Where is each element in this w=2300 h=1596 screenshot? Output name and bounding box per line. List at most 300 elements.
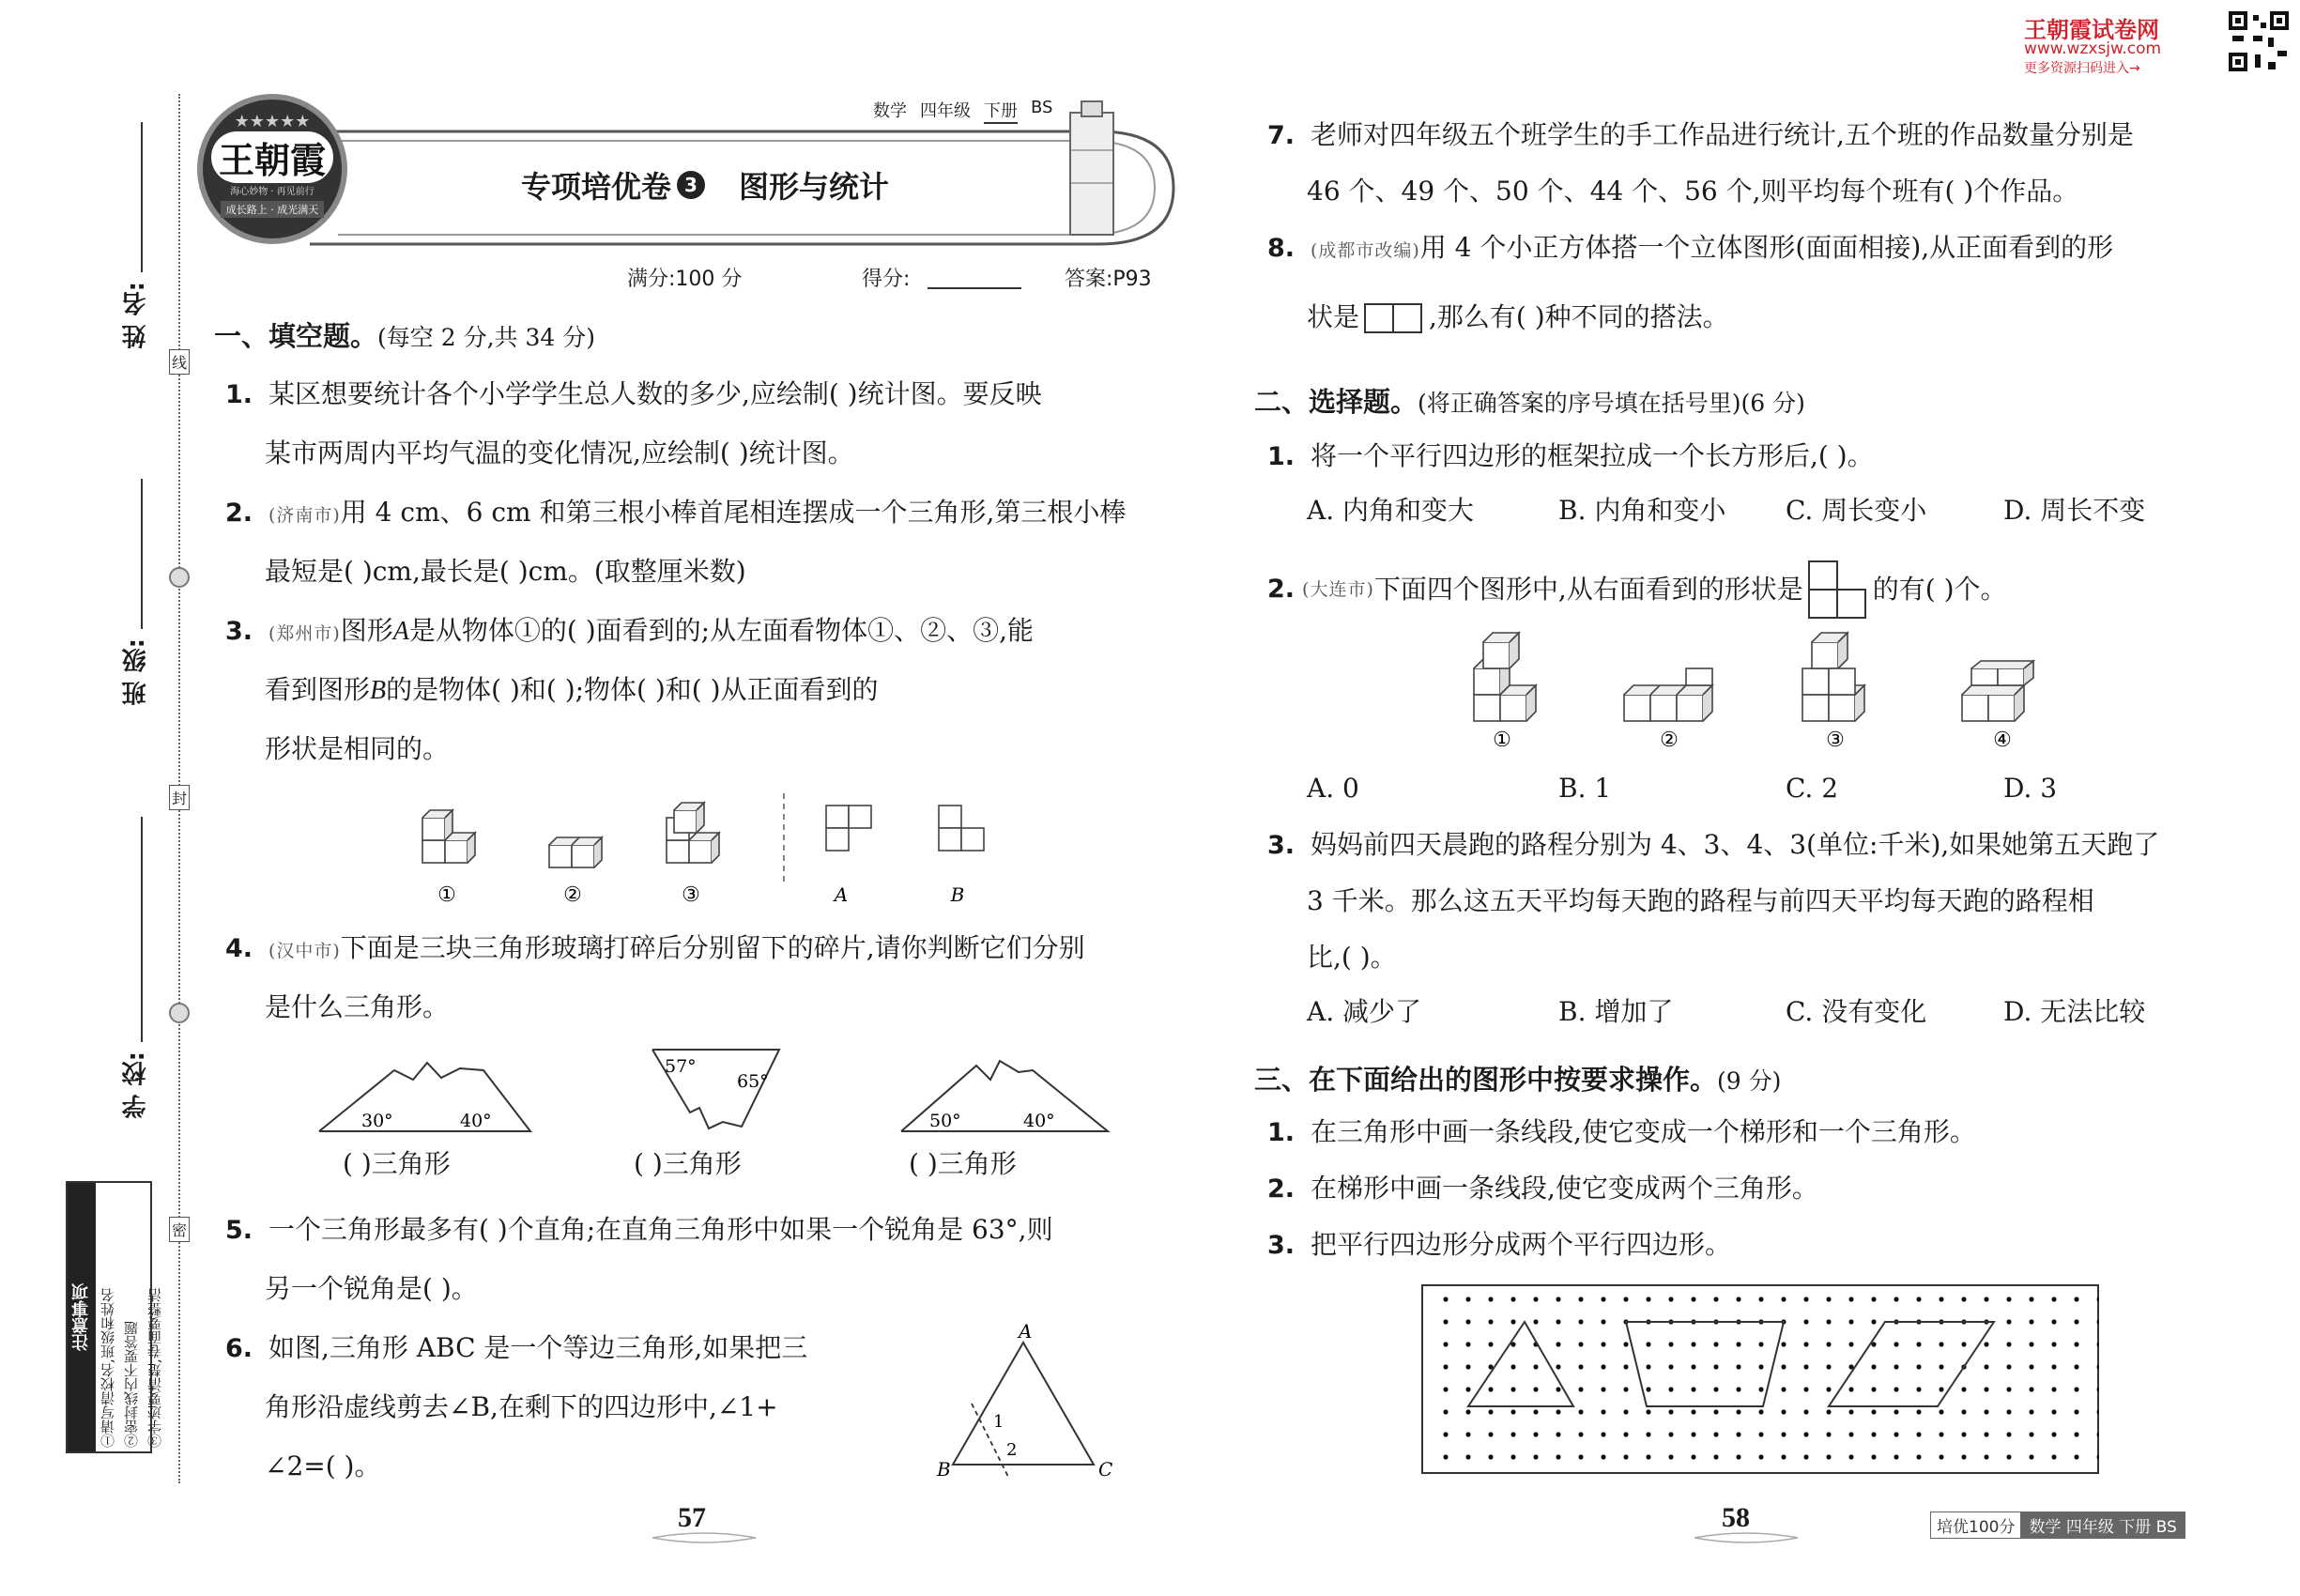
grid-dot: [1736, 1297, 1740, 1301]
question-number: 7.: [1267, 121, 1296, 150]
grid-dot: [2029, 1454, 2033, 1459]
r-q8-text1: 用 4 个小正方体搭一个立体图形(面面相接),从正面看到的形: [1419, 232, 2114, 263]
seal-mark-seal: 封: [169, 785, 190, 810]
grid-dot: [1961, 1297, 1966, 1301]
grid-dot: [1848, 1342, 1853, 1346]
question-source: (汉中市): [268, 941, 341, 961]
grid-dot: [1871, 1409, 1876, 1414]
header-grade: 四年级: [920, 101, 971, 121]
grid-dot: [1646, 1409, 1650, 1414]
angle-label: 65°: [737, 1071, 769, 1092]
angle-label: 40°: [1023, 1111, 1055, 1131]
grid-dot: [1578, 1432, 1583, 1436]
cube-figure-3: [1802, 633, 1864, 721]
s3-item-3: [1267, 1226, 1731, 1265]
grid-dot: [1848, 1432, 1853, 1436]
page-ornament-left: [648, 1528, 760, 1547]
grid-dot: [2051, 1364, 2056, 1369]
grid-dot: [1601, 1319, 1605, 1324]
grid-dot: [1488, 1409, 1493, 1414]
grid-dot: [1646, 1297, 1650, 1301]
grid-dot: [2074, 1387, 2078, 1391]
grid-dot: [1465, 1409, 1470, 1414]
score-label: 得分:: [862, 268, 911, 291]
grid-dot: [1848, 1409, 1853, 1414]
grid-dot: [1691, 1432, 1695, 1436]
cube-figure-2: [1624, 668, 1712, 721]
q4-answer-blank-2[interactable]: ( )三角形: [634, 1148, 742, 1179]
s2-q3-line1: [1267, 826, 2159, 865]
class-field-line[interactable]: [141, 479, 143, 629]
s2-q1-option-b[interactable]: B. 内角和变小: [1558, 495, 1726, 526]
grid-dot: [1736, 1342, 1740, 1346]
header-volume: 下册: [984, 98, 1018, 124]
fig-label: ②: [563, 883, 582, 907]
grid-dot: [2074, 1342, 2078, 1346]
notice-title: 注意事项: [68, 1183, 96, 1451]
r-q8-text2b: ,那么有( )种不同的搭法。: [1429, 301, 1729, 332]
grid-dot: [1443, 1342, 1448, 1346]
logo-stars-icon: ★★★★★: [234, 111, 311, 131]
grid-dot: [1803, 1387, 1808, 1391]
cube-object-3: [667, 803, 719, 863]
name-field-line[interactable]: [141, 122, 143, 272]
grid-dot: [1443, 1387, 1448, 1391]
grid-dot: [1533, 1297, 1538, 1301]
grid-dot: [1488, 1387, 1493, 1391]
grid-dot: [1781, 1342, 1786, 1346]
s2-q3-option-c[interactable]: C. 没有变化: [1786, 996, 1927, 1027]
page-title: [521, 163, 889, 207]
grid-dot: [2051, 1387, 2056, 1391]
grid-dot: [1916, 1297, 1921, 1301]
grid-dot: [1826, 1342, 1831, 1346]
grid-dot: [1443, 1432, 1448, 1436]
grid-dot: [1758, 1409, 1763, 1414]
grid-dot: [1488, 1454, 1493, 1459]
grid-dot: [1826, 1432, 1831, 1436]
section1-note: (每空 2 分,共 34 分): [377, 324, 595, 351]
s2-q3-line2: 3 千米。那么这五天平均每天跑的路程与前四天平均每天跑的路程相: [1307, 885, 2094, 916]
grid-dot: [1623, 1454, 1628, 1459]
grid-dot: [2074, 1297, 2078, 1301]
grid-dot: [1601, 1364, 1605, 1369]
question-number: 1.: [1267, 1118, 1296, 1147]
grid-dot: [1848, 1319, 1853, 1324]
question-number: 3.: [225, 617, 253, 646]
grid-dot: [1668, 1454, 1673, 1459]
grid-dot: [1556, 1387, 1560, 1391]
logo-text: 王朝霞: [211, 131, 333, 183]
seal-dot-1: [169, 567, 190, 588]
grid-dot: [1713, 1297, 1718, 1301]
grid-dot: [2051, 1409, 2056, 1414]
grid-dot: [1668, 1387, 1673, 1391]
s1-q6-triangle-figure: [929, 1324, 1117, 1483]
figure-A-ref: A: [392, 617, 409, 646]
grid-dot: [1758, 1342, 1763, 1346]
page-ornament-right: [1690, 1528, 1802, 1547]
s2-q2-stem-b: 的有( )个。: [1872, 574, 2007, 605]
r-q7-line1: [1267, 116, 2134, 155]
section3-note: (9 分): [1717, 1067, 1782, 1095]
grid-dot: [2006, 1387, 2011, 1391]
qr-code-icon[interactable]: [2227, 9, 2291, 73]
vertex-label: C: [1098, 1458, 1113, 1481]
question-number: 1.: [1267, 442, 1296, 471]
grid-dot: [1601, 1342, 1605, 1346]
grid-dot: [1556, 1409, 1560, 1414]
grid-dot: [1736, 1409, 1740, 1414]
grid-dot: [1803, 1297, 1808, 1301]
s1-q2-line2: 最短是( )cm,最长是( )cm。(取整厘米数): [265, 556, 746, 587]
fragment-1: [319, 1063, 530, 1131]
grid-dot: [1443, 1319, 1448, 1324]
grid-dot: [1939, 1297, 1943, 1301]
fig-label: ②: [1660, 729, 1679, 751]
s1-q4-glass-fragments: [300, 1042, 1127, 1145]
s2-q3-option-a[interactable]: A. 减少了: [1307, 996, 1422, 1027]
s1-q3-line1: [225, 612, 1034, 652]
grid-dot: [1646, 1454, 1650, 1459]
grid-dot: [1758, 1454, 1763, 1459]
grid-dot: [2074, 1319, 2078, 1324]
grid-dot: [1646, 1364, 1650, 1369]
grid-dot: [1758, 1387, 1763, 1391]
vertex-label: A: [1019, 1324, 1033, 1343]
grid-dot: [1736, 1364, 1740, 1369]
grid-dot: [1736, 1432, 1740, 1436]
grid-dot: [2006, 1342, 2011, 1346]
s1-q4-line2: 是什么三角形。: [265, 991, 450, 1022]
s2-q1-option-c[interactable]: C. 周长变小: [1786, 495, 1927, 526]
question-number: 6.: [225, 1334, 253, 1363]
grid-dot: [1803, 1432, 1808, 1436]
grid-dot: [2029, 1342, 2033, 1346]
question-number: 1.: [225, 380, 253, 409]
grid-dot: [1961, 1409, 1966, 1414]
grid-dot: [1533, 1432, 1538, 1436]
grid-dot: [1488, 1297, 1493, 1301]
question-source: (大连市): [1302, 579, 1374, 600]
grid-dot: [1939, 1454, 1943, 1459]
grid-dot: [1668, 1432, 1673, 1436]
cube-figure-1: [1474, 633, 1536, 721]
question-number: 4.: [225, 934, 253, 963]
s1-q3-line2: [265, 671, 879, 710]
grid-dot: [1984, 1364, 1988, 1369]
s2-q2-cube-figures: [1455, 629, 2075, 751]
grid-dot: [1465, 1319, 1470, 1324]
grid-dot: [1916, 1409, 1921, 1414]
s2-q3-option-d[interactable]: D. 无法比较: [2003, 996, 2146, 1027]
s1-q2-text1: 用 4 cm、6 cm 和第三根小棒首尾相连摆成一个三角形,第三根小棒: [340, 497, 1127, 528]
grid-dot: [1758, 1432, 1763, 1436]
grid-dot: [1736, 1454, 1740, 1459]
grid-dot: [1758, 1297, 1763, 1301]
s2-q1-stem: 将一个平行四边形的框架拉成一个长方形后,( )。: [1310, 440, 1874, 471]
site-url[interactable]: www.wzxsjw.com: [2024, 39, 2162, 58]
s1-q3-line3: 形状是相同的。: [265, 733, 450, 764]
figure-B-ref: B: [370, 676, 387, 705]
grid-dot: [1713, 1387, 1718, 1391]
grid-dot: [1848, 1454, 1853, 1459]
s1-q2-line1: [225, 494, 1126, 534]
s2-q3-option-b[interactable]: B. 增加了: [1558, 996, 1674, 1027]
grid-dot: [1465, 1454, 1470, 1459]
footer-tag-box: 培优100分: [1931, 1512, 2021, 1538]
grid-dot: [1691, 1297, 1695, 1301]
class-label: 班 级:: [122, 638, 150, 706]
grid-dot: [1533, 1364, 1538, 1369]
grid-dot: [1984, 1454, 1988, 1459]
notice-item: ①请写清校名,班级和姓名: [100, 1288, 116, 1448]
s2-q2-option-b[interactable]: B. 1: [1558, 773, 1612, 804]
grid-dot: [1601, 1297, 1605, 1301]
grid-dot: [1488, 1319, 1493, 1324]
grid-dot: [1871, 1297, 1876, 1301]
grid-dot: [2029, 1297, 2033, 1301]
s1-q6-line3: ∠2=( )。: [265, 1450, 381, 1481]
grid-dot: [1646, 1342, 1650, 1346]
logo-ribbon: 成长路上 · 成光满天: [221, 201, 325, 218]
grid-dot: [1961, 1454, 1966, 1459]
grid-dot: [1443, 1409, 1448, 1414]
grid-dot: [1691, 1409, 1695, 1414]
grid-dot: [1984, 1409, 1988, 1414]
grid-dot: [1803, 1409, 1808, 1414]
grid-dot: [2051, 1432, 2056, 1436]
fig-label: ③: [1826, 729, 1845, 751]
right-view-shape-icon: [1807, 560, 1869, 620]
grid-dot: [1871, 1364, 1876, 1369]
question-source: (济南市): [268, 505, 341, 526]
grid-dot: [1803, 1454, 1808, 1459]
grid-dot: [1556, 1297, 1560, 1301]
section2-heading: [1254, 381, 1805, 420]
grid-dot: [1556, 1432, 1560, 1436]
grid-dot: [1556, 1454, 1560, 1459]
grid-dot: [1871, 1454, 1876, 1459]
grid-dot: [1939, 1364, 1943, 1369]
grid-dot: [1781, 1409, 1786, 1414]
grid-dot: [1488, 1342, 1493, 1346]
grid-dot: [1465, 1387, 1470, 1391]
section3-heading: [1254, 1059, 1781, 1097]
header-edition: BS: [1031, 98, 1053, 117]
grid-dot: [1465, 1297, 1470, 1301]
question-number: 3.: [1267, 831, 1296, 860]
grid-dot: [1443, 1454, 1448, 1459]
s1-q3-text2b: 的是物体( )和( );物体( )和( )从正面看到的: [386, 674, 879, 705]
grid-dot: [1578, 1409, 1583, 1414]
grid-dot: [1848, 1297, 1853, 1301]
grid-dot: [2029, 1432, 2033, 1436]
dot-grid-drawing-area[interactable]: [1421, 1284, 2099, 1474]
grid-dot: [1623, 1364, 1628, 1369]
s2-q1-line: [1267, 437, 1874, 476]
question-source: (成都市改编): [1310, 240, 1420, 261]
r-q8-line1: [1267, 229, 2113, 269]
grid-dot: [1465, 1364, 1470, 1369]
s3-item-2: [1267, 1170, 1818, 1208]
s1-q3-figures: [413, 789, 1014, 911]
section1-title: 一、填空题。: [214, 320, 378, 352]
grid-dot: [1623, 1342, 1628, 1346]
grid-dot: [2006, 1432, 2011, 1436]
angle-label: 2: [1006, 1440, 1018, 1460]
notice-box: [66, 1181, 163, 1453]
question-source: (郑州市): [268, 623, 341, 644]
s1-q4-text1: 下面是三块三角形玻璃打碎后分别留下的碎片,请你判断它们分别: [340, 932, 1085, 963]
grid-dot: [1578, 1342, 1583, 1346]
grid-dot: [1984, 1297, 1988, 1301]
grid-dot: [2006, 1297, 2011, 1301]
page-number-right: 58: [1722, 1502, 1750, 1533]
page-number-left: 57: [678, 1502, 706, 1533]
fig-label: ①: [437, 883, 456, 907]
grid-dot: [1894, 1387, 1898, 1391]
school-field-line[interactable]: [141, 817, 143, 1042]
grid-dot: [1916, 1342, 1921, 1346]
grid-dot: [1781, 1432, 1786, 1436]
grid-dot: [2006, 1319, 2011, 1324]
fig-label: B: [950, 883, 965, 906]
grid-dot: [1578, 1387, 1583, 1391]
header-meta: [873, 98, 1052, 124]
grid-dot: [1510, 1319, 1515, 1324]
grid-dot: [1826, 1297, 1831, 1301]
grid-dot: [1984, 1342, 1988, 1346]
grid-dot: [2051, 1342, 2056, 1346]
grid-dot: [1623, 1409, 1628, 1414]
grid-dot: [1984, 1387, 1988, 1391]
grid-dot: [2029, 1387, 2033, 1391]
q4-answer-blank-3[interactable]: ( )三角形: [909, 1148, 1017, 1179]
s2-q3-text1: 妈妈前四天晨跑的路程分别为 4、3、4、3(单位:千米),如果她第五天跑了: [1310, 829, 2160, 860]
notice-item: ②密封线内不要答题: [123, 1321, 140, 1448]
fig-label: ①: [1493, 729, 1511, 751]
grid-dot: [1826, 1409, 1831, 1414]
angle-label: 30°: [361, 1111, 393, 1131]
grid-dot: [1713, 1409, 1718, 1414]
s1-q1-text1: 某区想要统计各个小学学生总人数的多少,应绘制( )统计图。要反映: [268, 378, 1042, 409]
s1-q6-line2: 角形沿虚线剪去∠B,在剩下的四边形中,∠1+: [265, 1391, 778, 1422]
grid-dot: [1871, 1387, 1876, 1391]
grid-dot: [1510, 1364, 1515, 1369]
section1-heading: [214, 315, 595, 354]
grid-dot: [2029, 1319, 2033, 1324]
s3-item-text: 把平行四边形分成两个平行四边形。: [1310, 1229, 1731, 1260]
grid-dot: [1713, 1432, 1718, 1436]
seal-mark-close: 密: [169, 1217, 190, 1242]
question-number: 3.: [1267, 1231, 1296, 1260]
grid-dot: [1781, 1387, 1786, 1391]
vertex-label: B: [937, 1458, 951, 1481]
grid-dot: [1894, 1432, 1898, 1436]
grid-dot: [1916, 1364, 1921, 1369]
grid-dot: [1894, 1342, 1898, 1346]
header-subject: 数学: [873, 101, 907, 121]
fig-label: A: [834, 883, 849, 906]
grid-dot: [1916, 1387, 1921, 1391]
grid-dot: [1646, 1387, 1650, 1391]
grid-dot: [1510, 1454, 1515, 1459]
score-field[interactable]: [928, 287, 1021, 289]
grid-dot: [1826, 1454, 1831, 1459]
s1-q5-line1: [225, 1211, 1053, 1250]
grid-dot: [1713, 1364, 1718, 1369]
grid-dot: [1623, 1297, 1628, 1301]
s3-item-text: 在梯形中画一条线段,使它变成两个三角形。: [1310, 1173, 1818, 1204]
grid-dot: [1848, 1387, 1853, 1391]
s2-q2-option-c[interactable]: C. 2: [1786, 773, 1839, 804]
angle-label: 50°: [929, 1111, 961, 1131]
section2-title: 二、选择题。: [1254, 386, 1418, 418]
grid-dot: [1894, 1409, 1898, 1414]
grid-dot: [1465, 1432, 1470, 1436]
grid-dot: [1826, 1387, 1831, 1391]
angle-label: 1: [993, 1412, 1004, 1432]
s2-q1-option-d[interactable]: D. 周长不变: [2003, 495, 2146, 526]
grid-dot: [2074, 1454, 2078, 1459]
angle-label: 40°: [460, 1111, 492, 1131]
angle-label: 57°: [665, 1056, 697, 1077]
grid-dot: [1646, 1432, 1650, 1436]
s1-q1-line2: 某市两周内平均气温的变化情况,应绘制( )统计图。: [265, 437, 854, 468]
footer-tag: [1930, 1512, 2185, 1539]
grid-dot: [2006, 1454, 2011, 1459]
s2-q2-stem-a: 下面四个图形中,从右面看到的形状是: [1373, 574, 1803, 605]
grid-dot: [2051, 1297, 2056, 1301]
s2-q2-option-a[interactable]: A. 0: [1307, 773, 1359, 804]
notice-item: ③字迹要清楚,卷面要整洁: [146, 1288, 163, 1448]
grid-dot: [1488, 1432, 1493, 1436]
grid-dot: [1894, 1297, 1898, 1301]
s2-q2-option-d[interactable]: D. 3: [2003, 773, 2058, 804]
r-q8-line2: [1307, 299, 1729, 336]
grid-dot: [1668, 1409, 1673, 1414]
cube-figure-4: [1962, 661, 2033, 721]
s1-q3-text1a: 图形: [340, 615, 393, 646]
grid-dot: [1691, 1387, 1695, 1391]
grid-dot: [1826, 1319, 1831, 1324]
grid-dot: [1713, 1454, 1718, 1459]
footer-tag-rest: 数学 四年级 下册 BS: [2021, 1512, 2184, 1538]
grid-dot: [1578, 1319, 1583, 1324]
logo-small: 海心妙物 · 再见前行: [230, 186, 314, 197]
question-number: 8.: [1267, 234, 1296, 263]
grid-dot: [1601, 1454, 1605, 1459]
grid-dot: [1578, 1364, 1583, 1369]
grid-dot: [1691, 1454, 1695, 1459]
title-prefix: 专项培优卷: [521, 169, 672, 205]
q4-answer-blank-1[interactable]: ( )三角形: [343, 1148, 451, 1179]
grid-dot: [1443, 1297, 1448, 1301]
grid-dot: [1939, 1432, 1943, 1436]
grid-dot: [1533, 1409, 1538, 1414]
grid-dot: [1556, 1342, 1560, 1346]
grid-dot: [1578, 1297, 1583, 1301]
grid-dot: [1601, 1432, 1605, 1436]
s2-q1-option-a[interactable]: A. 内角和变大: [1307, 495, 1475, 526]
site-title: 王朝霞试卷网: [2024, 17, 2159, 43]
grid-dot: [1623, 1432, 1628, 1436]
grid-dot: [1871, 1319, 1876, 1324]
full-score: 满分:100 分: [627, 268, 743, 291]
s3-item-1: [1267, 1113, 1976, 1152]
grid-dot: [2051, 1454, 2056, 1459]
